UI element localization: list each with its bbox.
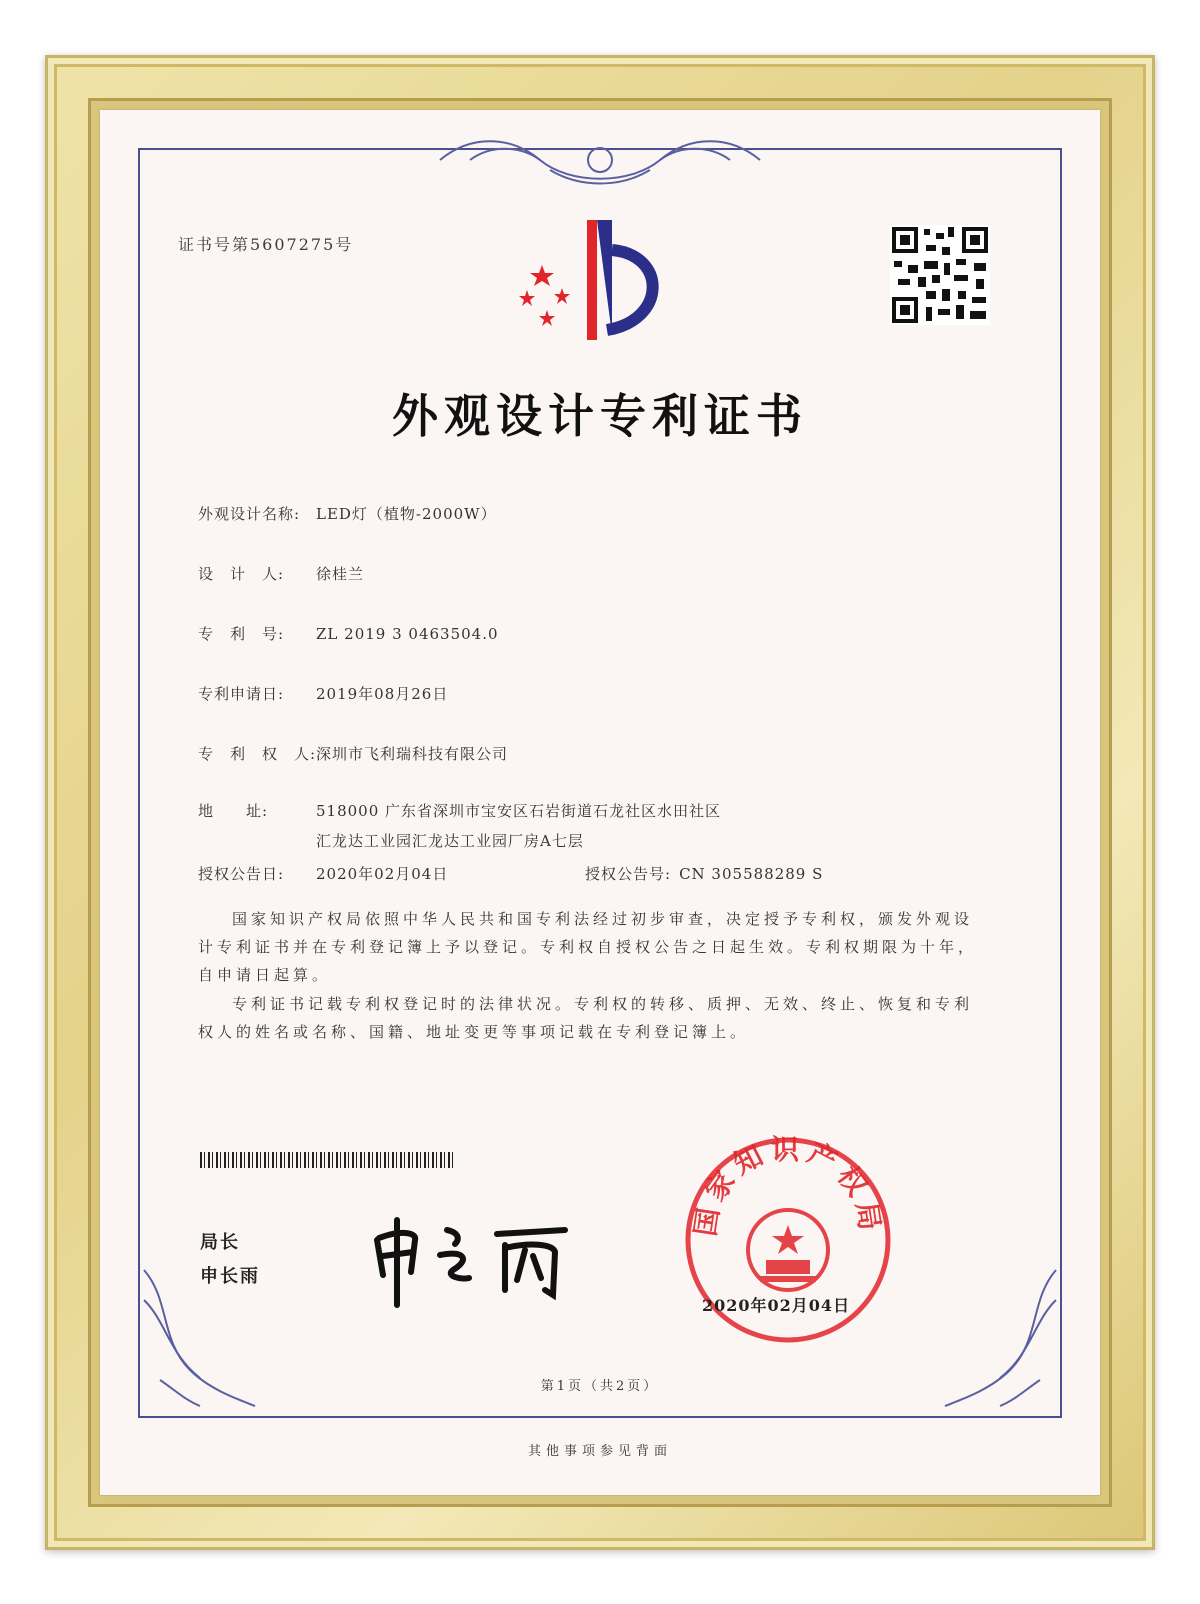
svg-text:国家知识产权局 bbox=[689, 1133, 888, 1238]
patent-office-logo-icon bbox=[502, 210, 672, 350]
grant-statement: 国家知识产权局依照中华人民共和国专利法经过初步审查，决定授予专利权，颁发外观设计专利证书并在专利登记簿上予以登记。专利权自授权公告之日起生效。专利权期限为十年，自申请日起算。 bbox=[198, 910, 978, 984]
director-signature bbox=[365, 1200, 585, 1310]
field-grant-number bbox=[585, 863, 823, 884]
seal-date: 2020年02月04日 bbox=[702, 1296, 851, 1315]
field-value: CN 305588289 S bbox=[679, 865, 824, 883]
field-label: 设 计 人: bbox=[198, 565, 285, 583]
field-label: 外观设计名称: bbox=[198, 505, 301, 523]
field-address-line2 bbox=[198, 830, 584, 851]
director-title: 局长 bbox=[200, 1232, 240, 1253]
director-name: 申长雨 bbox=[200, 1266, 260, 1287]
field-label: 专 利 权 人: bbox=[198, 745, 317, 763]
field-value: LED灯（植物-2000W） bbox=[316, 505, 497, 523]
field-value: 2019年08月26日 bbox=[316, 685, 449, 703]
field-patentee bbox=[198, 743, 508, 764]
field-label: 专 利 号: bbox=[198, 625, 285, 643]
seal-text: 国家知识产权局 bbox=[688, 1133, 888, 1239]
field-value: 518000 广东省深圳市宝安区石岩街道石龙社区水田社区 bbox=[316, 802, 722, 820]
certificate-title: 外观设计专利证书 bbox=[392, 389, 808, 443]
barcode bbox=[200, 1152, 455, 1168]
field-value: 汇龙达工业园汇龙达工业园厂房A七层 bbox=[316, 832, 584, 850]
field-label: 地 址: bbox=[198, 802, 269, 820]
field-label: 授权公告日: bbox=[198, 865, 285, 883]
footer-note: 其他事项参见背面 bbox=[527, 1444, 672, 1459]
field-design-name bbox=[198, 503, 497, 524]
field-value: 徐桂兰 bbox=[316, 565, 365, 583]
qr-code-icon bbox=[890, 225, 990, 325]
field-label: 授权公告号: bbox=[585, 865, 672, 883]
field-value: 深圳市飞利瑞科技有限公司 bbox=[316, 745, 509, 763]
legal-status-statement: 专利证书记载专利权登记时的法律状况。专利权的转移、质押、无效、终止、恢复和专利权人的姓名或名称、国籍、地址变更等事项记载在专利登记簿上。 bbox=[198, 995, 974, 1041]
field-patent-number bbox=[198, 623, 499, 644]
top-ornament bbox=[430, 130, 770, 190]
field-address bbox=[198, 800, 721, 821]
field-value: ZL 2019 3 0463504.0 bbox=[316, 625, 499, 643]
certificate-paper bbox=[100, 110, 1100, 1495]
field-value: 2020年02月04日 bbox=[316, 865, 449, 883]
certificate-number: 证书号第5607275号 bbox=[178, 235, 354, 254]
field-application-date bbox=[198, 683, 448, 704]
page-indicator: 第1页（共2页） bbox=[540, 1379, 660, 1394]
field-grant-date bbox=[198, 863, 448, 884]
field-designer bbox=[198, 563, 364, 584]
field-label: 专利申请日: bbox=[198, 685, 285, 703]
official-seal bbox=[678, 1130, 898, 1350]
